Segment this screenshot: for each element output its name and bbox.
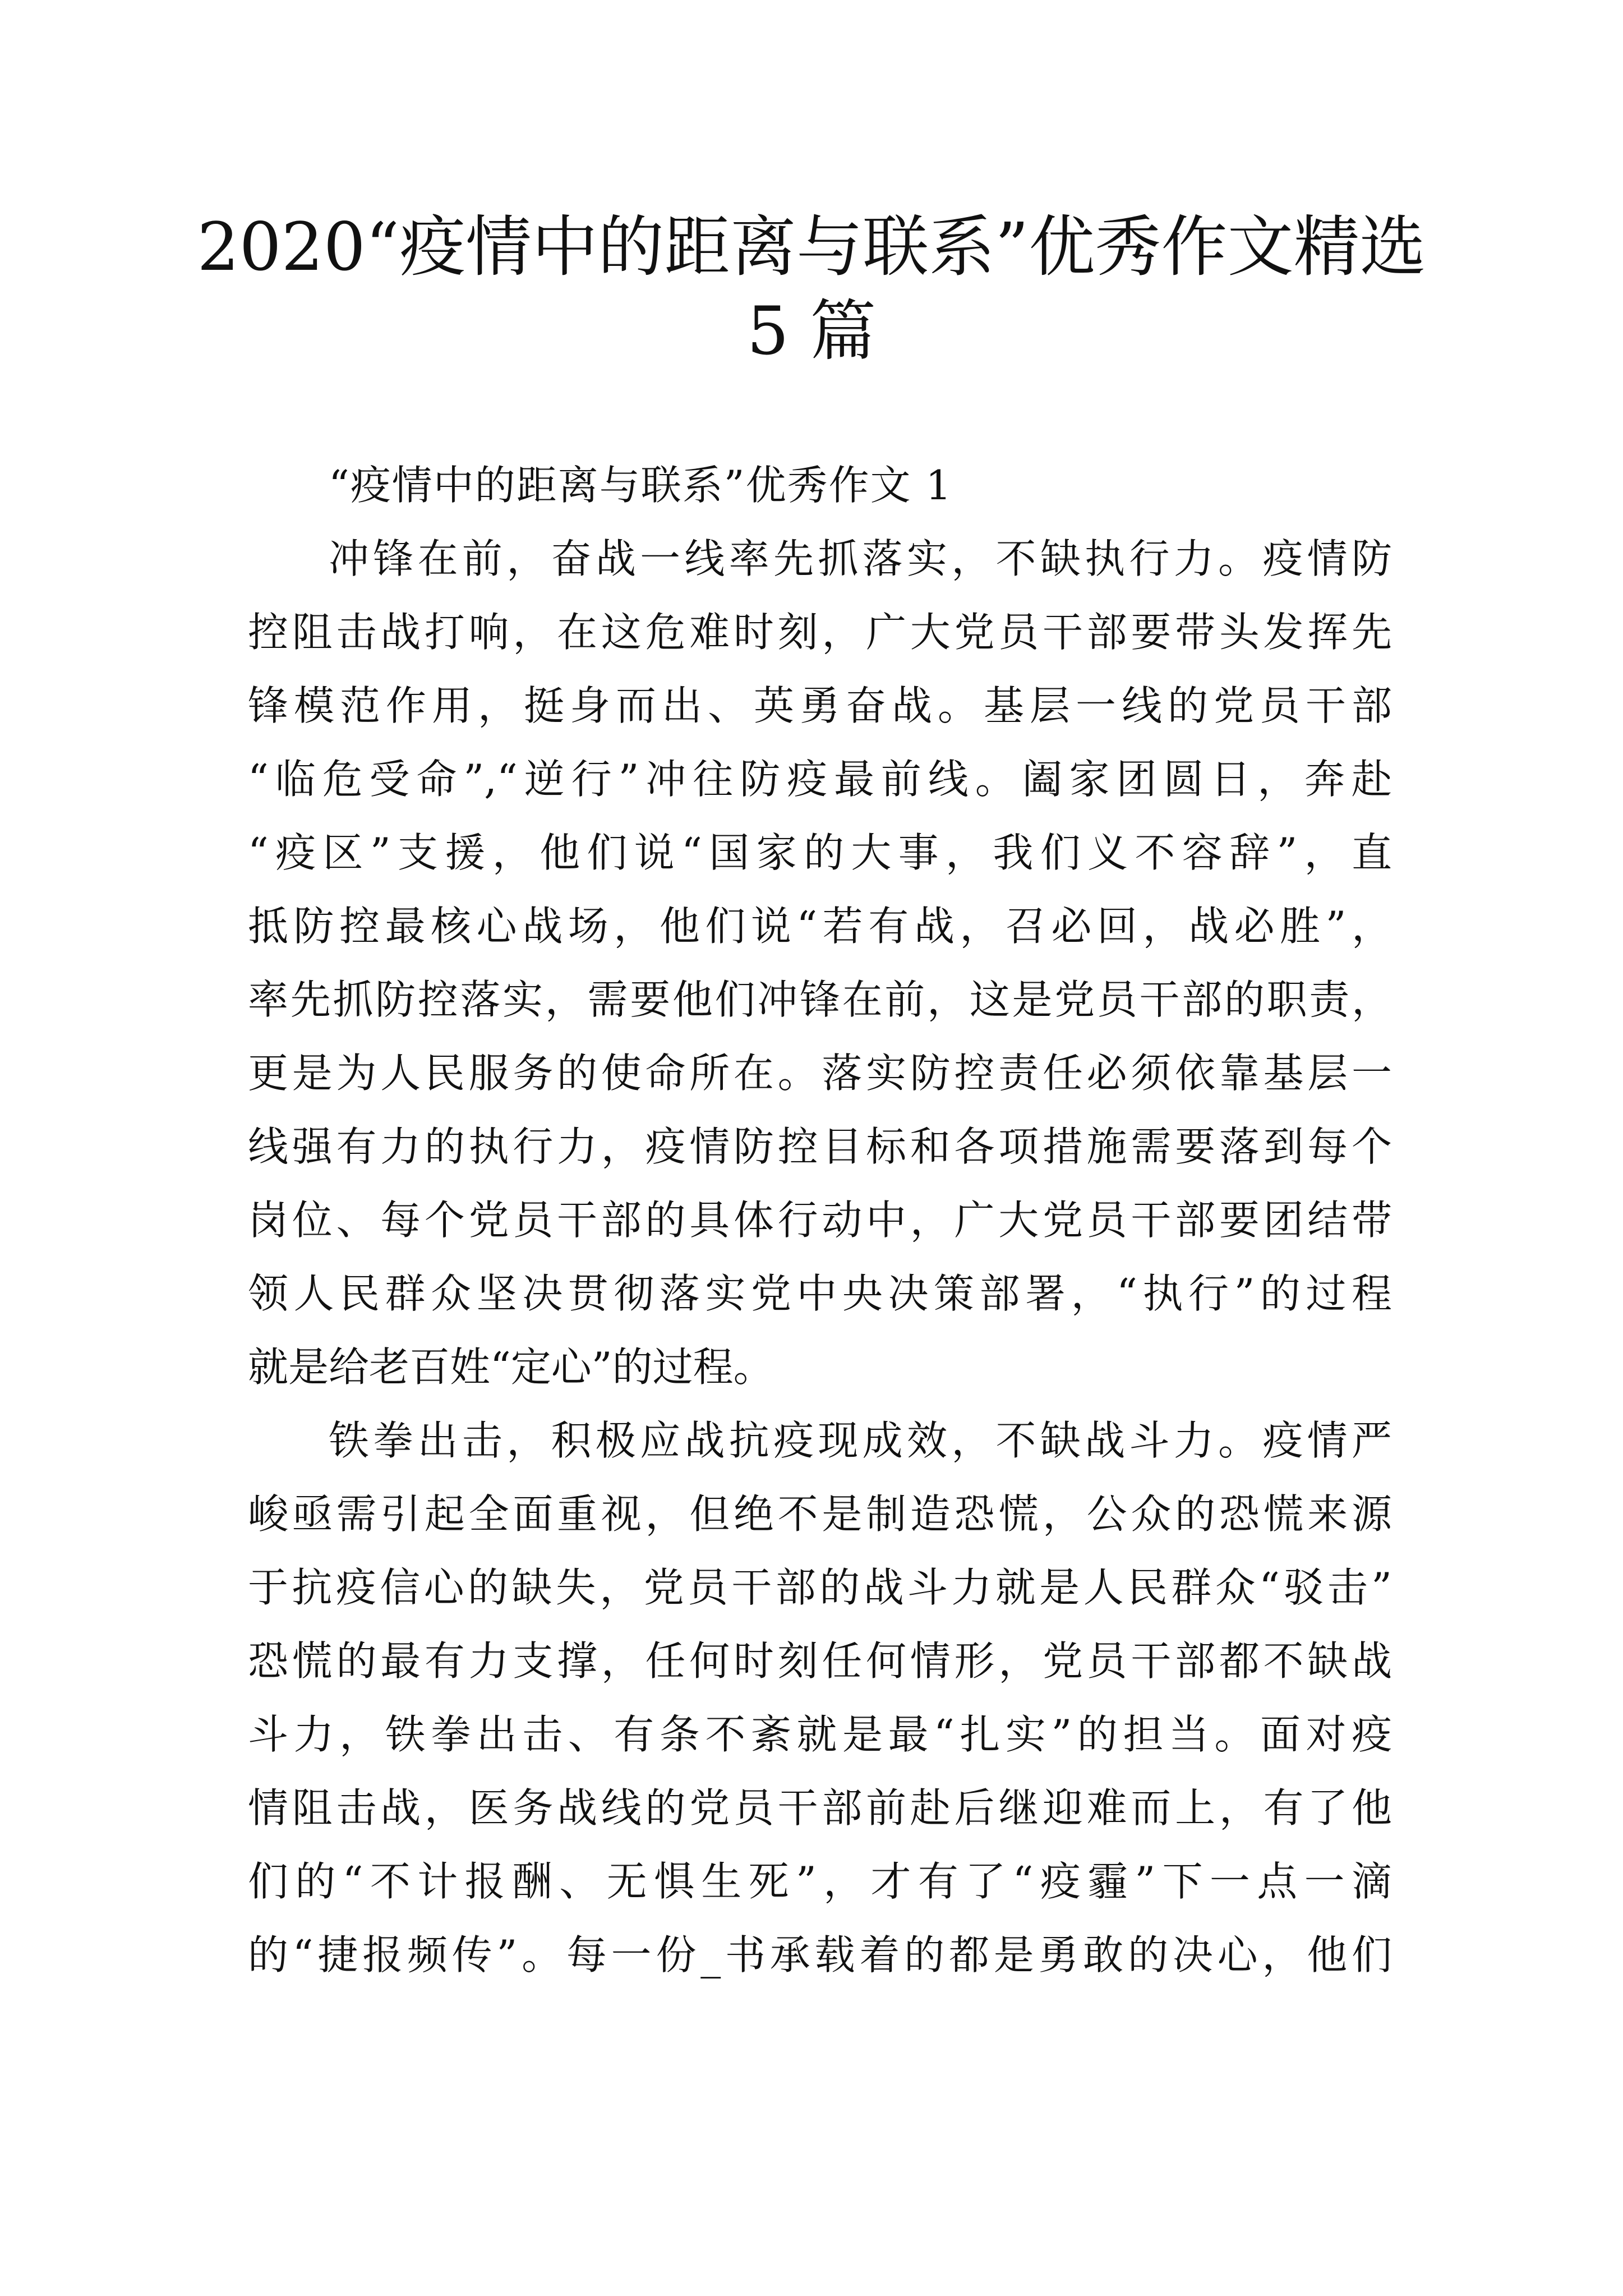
paragraph-1-line: 控阻击战打响，在这危难时刻，广大党员干部要带头发挥先: [248, 609, 1392, 656]
document-body: [248, 449, 1392, 1992]
paragraph-1-line: “疫区”支援，他们说“国家的大事，我们义不容辞”，直: [248, 829, 1392, 876]
paragraph-1-line: 更是为人民服务的使命所在。落实防控责任必须依靠基层一: [248, 1050, 1392, 1097]
paragraph-2-line: 情阻击战，医务战线的党员干部前赴后继迎难而上，有了他: [248, 1784, 1392, 1832]
paragraph-2-line: 斗力，铁拳出击、有条不紊就是最“扎实”的担当。面对疫: [248, 1711, 1392, 1758]
paragraph-1-line: 就是给老百姓“定心”的过程。: [248, 1343, 774, 1391]
paragraph-1-line: 冲锋在前，奋战一线率先抓落实，不缺执行力。疫情防: [329, 535, 1392, 582]
paragraph-1-line: 领人民群众坚决贯彻落实党中央决策部署，“执行”的过程: [248, 1270, 1392, 1317]
paragraph-1-line: 抵防控最核心战场，他们说“若有战，召必回，战必胜”，: [248, 903, 1392, 950]
paragraph-2-line: 于抗疫信心的缺失，党员干部的战斗力就是人民群众“驳击”: [248, 1564, 1392, 1611]
paragraph-1-line: 率先抓防控落实，需要他们冲锋在前，这是党员干部的职责，: [248, 976, 1392, 1023]
paragraph-1-line: “临危受命”,“逆行”冲往防疫最前线。阖家团圆日，奔赴: [248, 756, 1392, 803]
paragraph-2-line: 恐慌的最有力支撑，任何时刻任何情形，党员干部都不缺战: [248, 1637, 1392, 1685]
paragraph-2-line: 铁拳出击，积极应战抗疫现成效，不缺战斗力。疫情严: [329, 1417, 1392, 1464]
document-title-line-1: 2020“疫情中的距离与联系”优秀作文精选: [197, 208, 1426, 286]
paragraph-1-line: 线强有力的执行力，疫情防控目标和各项措施需要落到每个: [248, 1123, 1392, 1170]
paragraph-2-line: 的“捷报频传”。每一份_书承载着的都是勇敢的决心，他们: [248, 1931, 1392, 1978]
paragraph-1-line: 岗位、每个党员干部的具体行动中，广大党员干部要团结带: [248, 1197, 1392, 1244]
paragraph-1-line: 锋模范作用，挺身而出、英勇奋战。基层一线的党员干部: [248, 682, 1392, 729]
paragraph-2-line: 峻亟需引起全面重视，但绝不是制造恐慌，公众的恐慌来源: [248, 1490, 1392, 1538]
paragraph-2-line: 们的“不计报酬、无惧生死”，才有了“疫霾”下一点一滴: [248, 1858, 1392, 1905]
section-heading: “疫情中的距离与联系”优秀作文 1: [329, 462, 953, 509]
document-title-line-2: 5 篇: [746, 292, 877, 370]
